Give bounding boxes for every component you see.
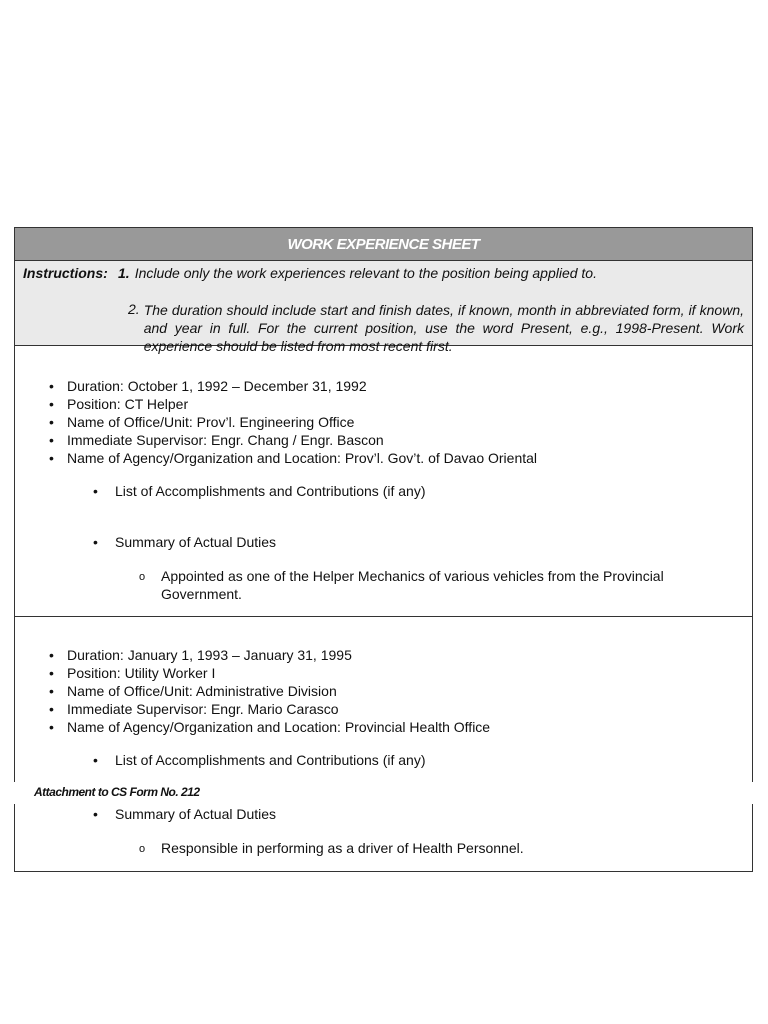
experience-entry-1: [15, 346, 752, 617]
entry-agency: • Name of Agency/Organization and Location: Prov’l. Gov’t. of Davao Oriental: [67, 449, 537, 467]
entry-duty-item: o Appointed as one of the Helper Mechanics of various vehicles from the Provincial Government.: [161, 567, 741, 603]
entry-details-list: [67, 377, 537, 467]
instruction-2-number: 2.: [128, 301, 140, 317]
sheet-title: WORK EXPERIENCE SHEET: [15, 228, 752, 261]
entry-position: • Position: Utility Worker I: [67, 664, 490, 682]
entry-supervisor: • Immediate Supervisor: Engr. Mario Carasco: [67, 700, 490, 718]
entry-duration: • Duration: January 1, 1993 – January 31, 1995: [67, 646, 490, 664]
instruction-1-text: Include only the work experiences relevant to the position being applied to.: [134, 265, 597, 281]
entry-accomplishments: • List of Accomplishments and Contributions (if any): [115, 751, 425, 769]
instruction-2-text: The duration should include start and finish dates, if known, month in abbreviated form, if known, and year in full. For the current position, use the word Present, e.g., 1998-Present. Work experience should be listed from most recent first.: [143, 302, 744, 354]
entry-supervisor: • Immediate Supervisor: Engr. Chang / Engr. Bascon: [67, 431, 537, 449]
entry-position: • Position: CT Helper: [67, 395, 537, 413]
entry-summary-heading: • Summary of Actual Duties: [115, 533, 276, 551]
entry-agency: • Name of Agency/Organization and Location: Provincial Health Office: [67, 718, 490, 736]
instructions-section: [15, 261, 752, 354]
entry-summary-heading: • Summary of Actual Duties: [115, 805, 276, 823]
entry-details-list: [67, 646, 490, 736]
entry-duration: • Duration: October 1, 1992 – December 31, 1992: [67, 377, 537, 395]
attachment-footer: Attachment to CS Form No. 212: [34, 785, 200, 799]
experience-entry-2: [15, 617, 752, 871]
entry-duty-item: o Responsible in performing as a driver of Health Personnel.: [161, 839, 741, 857]
entry-accomplishments: • List of Accomplishments and Contributions (if any): [115, 482, 425, 500]
entry-office: • Name of Office/Unit: Administrative Division: [67, 682, 490, 700]
instructions-label: Instructions:: [23, 265, 108, 281]
work-experience-sheet: [14, 227, 753, 872]
instruction-1-number: 1.: [118, 265, 130, 281]
entry-office: • Name of Office/Unit: Prov’l. Engineering Office: [67, 413, 537, 431]
